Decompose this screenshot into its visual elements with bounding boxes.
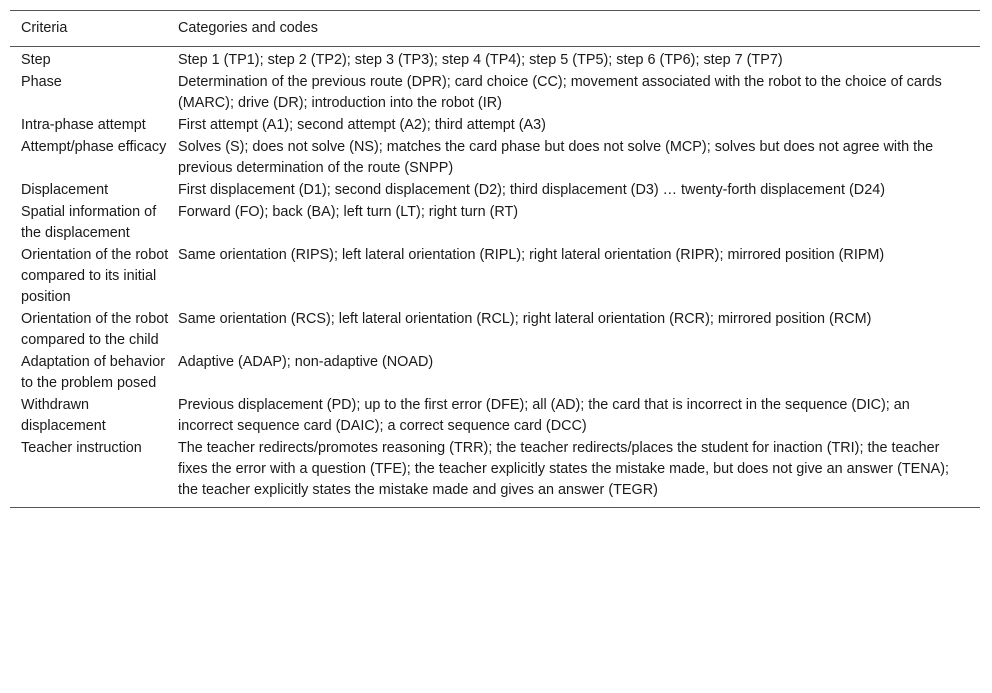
codes-cell: Step 1 (TP1); step 2 (TP2); step 3 (TP3); step 4 (TP4); step 5 (TP5); step 6 (TP6); step 7 (TP7) <box>178 52 783 68</box>
table-row <box>10 180 980 202</box>
codes-cell: Solves (S); does not solve (NS); matches the card phase but does not solve (MCP); solves but does not agree with the previous determination of the route (SNPP) <box>178 139 934 176</box>
criteria-cell: Withdrawn displacement <box>21 397 106 434</box>
criteria-cell: Adaptation of behavior to the problem posed <box>21 354 166 391</box>
table-row <box>10 438 980 508</box>
criteria-cell: Attempt/phase efficacy <box>21 139 167 155</box>
table-row <box>10 395 980 438</box>
codes-cell: Determination of the previous route (DPR); card choice (CC); movement associated with the robot to the choice of cards (MARC); drive (DR); introduction into the robot (IR) <box>178 74 942 111</box>
criteria-cell: Orientation of the robot compared to the child <box>21 311 169 348</box>
criteria-cell: Displacement <box>21 182 109 198</box>
codes-cell: First attempt (A1); second attempt (A2); third attempt (A3) <box>178 117 546 133</box>
codes-cell: Previous displacement (PD); up to the first error (DFE); all (AD); the card that is incorrect in the sequence (DIC); an incorrect sequence card (DAIC); a correct sequence card (DCC) <box>178 397 910 434</box>
codes-cell: The teacher redirects/promotes reasoning (TRR); the teacher redirects/places the student for inaction (TRI); the teacher fixes the error with a question (TFE); the teacher explicitly states the mistake made, but does not give an answer (TENA); the teacher explicitly states the mistake made and gives an answer (TEGR) <box>178 438 980 508</box>
table-row <box>10 202 980 245</box>
codes-cell: Same orientation (RIPS); left lateral orientation (RIPL); right lateral orientation (RIPR); mirrored position (RIPM) <box>178 247 885 263</box>
criteria-cell: Teacher instruction <box>10 438 178 508</box>
criteria-cell: Step <box>21 52 51 68</box>
criteria-cell: Phase <box>21 74 62 90</box>
coding-table-container <box>10 10 980 508</box>
table-header <box>10 11 980 47</box>
codes-cell: Adaptive (ADAP); non-adaptive (NOAD) <box>178 354 434 370</box>
coding-table <box>10 10 980 508</box>
table-row <box>10 309 980 352</box>
table-row <box>10 137 980 180</box>
table-row <box>10 72 980 115</box>
header-categories-codes: Categories and codes <box>178 11 980 47</box>
table-row <box>10 352 980 395</box>
codes-cell: First displacement (D1); second displacement (D2); third displacement (D3) … twenty-forth displacement (D24) <box>178 182 886 198</box>
table-row <box>10 47 980 73</box>
table-row <box>10 245 980 309</box>
table-row <box>10 115 980 137</box>
header-row <box>10 11 980 47</box>
criteria-cell: Orientation of the robot compared to its initial position <box>21 247 169 305</box>
criteria-cell: Intra-phase attempt <box>21 117 146 133</box>
codes-cell: Forward (FO); back (BA); left turn (LT); right turn (RT) <box>178 204 519 220</box>
codes-cell: Same orientation (RCS); left lateral orientation (RCL); right lateral orientation (RCR); mirrored position (RCM) <box>178 311 872 327</box>
criteria-cell: Spatial information of the displacement <box>21 204 157 241</box>
header-criteria: Criteria <box>10 11 178 47</box>
table-body <box>10 47 980 508</box>
